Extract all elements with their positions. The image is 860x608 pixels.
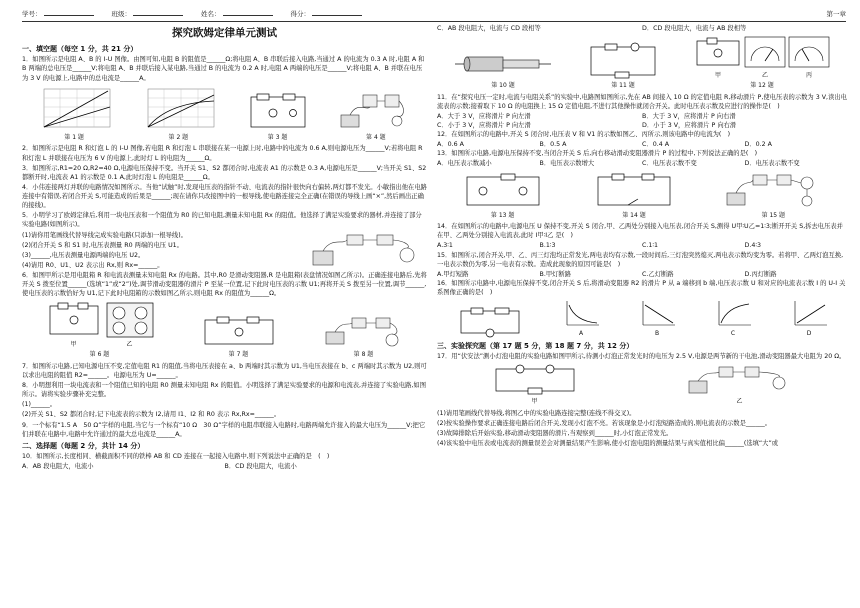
question-6: 6．如图甲所示是用电阻箱 R 和电流表测量未知电阻 Rx 的电路。其中,R0 是滑动变阻器,R 是电阻箱(表盘情况如图乙所示)。正确连接电路后,先将开关 S 拨至位置______(选填“1”或“2”)处,调节滑动变阻器的滑片 P 至某一位置,记下此时电压表的示数 U1;再将开关 S 拨至另一位置,调节______,使电压表的示数恰好为 U1,记下此时电阻箱的示数如图乙所示,则电阻 Rx 的阻值为______Ω。 (22, 272, 427, 298)
figure-13 (461, 171, 545, 221)
question-5-step-3: (3)______,电压表测量电源两端的电压 U2。 (22, 251, 145, 259)
question-16: 16．如图所示电路中,电源电压保持不变,闭合开关 S 后,将滑动变阻器 R2 的滑片 P 从 a 端移到 b 端,电压表示数 U 和对应的电流表示数 I 的 U-I 关系图像正确的是( ) (437, 279, 846, 297)
question-5-body (22, 231, 427, 272)
figures-q17 (437, 363, 847, 407)
question-13-options (437, 159, 847, 168)
option-a[interactable]: A.甲灯短路 (437, 270, 469, 278)
section-fill-in: 一、填空题（每空 1 分，共 21 分） (22, 45, 138, 54)
graph-option-b-label: B (654, 330, 660, 338)
option-b[interactable]: B．电压表示数增大 (539, 160, 595, 168)
question-10: 10．如图所示,长度相同、横截面积不同的铁棒 AB 和 CD 连接在一起接入电路中,则下列说法中正确的是 ( ) (22, 452, 330, 460)
circuit-photo-5 (307, 231, 427, 269)
option-d[interactable]: D.4∶3 (744, 242, 762, 250)
question-14-options (437, 241, 847, 250)
exam-title: 探究欧姆定律单元测试 (172, 27, 277, 39)
circuit-photo-8 (322, 314, 406, 350)
question-17-part-2: (2)按实验操作要求正确连接电路后闭合开关,发现小灯泡不亮。若该现象是小灯泡短路造成的,则电流表的示数是______。 (437, 419, 772, 427)
iron-rods-10 (453, 47, 553, 81)
question-3: 3．如图所示,R1=20 Ω,R2=40 Ω,电源电压保持不变。当开关 S1、S2 都闭合时,电流表 A1 的示数是 0.3 A,电源电压是______V;当开关 S1、S2 都断开时,电流表 A1 的示数是 0.1 A,此时灯泡 L 的电阻是______Ω。 (22, 164, 427, 181)
figure-6-b-label: 乙 (126, 341, 133, 349)
voltmeter-dial-12-c (787, 35, 831, 71)
figure-2 (138, 85, 218, 143)
figure-15-caption: 第 15 题 (761, 211, 786, 219)
figure-12-c-label: 丙 (805, 72, 812, 80)
question-2: 2．如图所示是电阻 R 和灯泡 L 的 I-U 图像,若电阻 R 和灯泡 L 串联接在某一电源上时,电路中的电流为 0.6 A,则电源电压为______V;若将电阻 R 和灯泡 L 并联接在电压为 6 V 的电源上,此时灯 L 的电阻为______Ω。 (22, 145, 423, 162)
resistance-box-6-b (104, 300, 156, 340)
section-choice: 二、选择题（每题 2 分，共计 14 分） (22, 441, 145, 450)
right-column (437, 24, 847, 604)
ui-graph-c (713, 299, 753, 329)
option-a[interactable]: A．0.6 A (437, 141, 464, 149)
question-1: 1．如图所示是电阻 A、B 的 I-U 图像。由图可知,电阻 B 的阻值是______Ω;将电阻 A、B 串联后接入电路,当通过 A 的电流为 0.3 A 时,电阻 A 和 B 两端的总电压是______V;将电阻 A、B 并联后接入某电路,当通过 B 的电流为 0.2 A 时,电阻 A 两端的电压是______V;将电阻 A、B 并联在电压为 3 V 的电源上,电路中的总电流是______A。 (22, 56, 425, 82)
question-11: 11．在“探究电压一定时,电流与电阻关系”的实验中,电路图如图所示,先在 AB 间接入 10 Ω 的定值电阻 R,移动滑片 P,使电压表的示数为 3 V,读出电流表的示数;接着取下 10 Ω 的电阻换上 15 Ω 定值电阻,不进行其他操作就闭合开关。此时电压表示数及应进行的操作是( ) (437, 93, 847, 110)
circuit-photo-15 (723, 171, 823, 211)
chapter-label: 第一章 (826, 9, 846, 18)
figure-8 (322, 314, 406, 360)
figure-14-caption: 第 14 题 (622, 211, 646, 219)
figure-12-caption: 第 12 题 (750, 81, 774, 89)
student-no-field: 学号： (22, 10, 94, 19)
option-c[interactable]: C.1∶1 (642, 242, 659, 250)
figures-q6-q8 (22, 300, 427, 359)
circuit-16 (455, 305, 525, 339)
ui-graph-d (789, 299, 829, 329)
figure-12 (693, 35, 831, 90)
figure-6-a (44, 300, 104, 350)
figure-10-caption: 第 10 题 (491, 81, 515, 89)
graph-option-c-label: C (730, 330, 736, 338)
question-14: 14．在如图所示的电路中,电源电压 U 保持不变,开关 S 闭合,甲、乙两处分别接入电压表,闭合开关 S,测得 U甲∶U乙=1∶3;断开开关 S,拆去电压表并在甲、乙两处分别接入电流表,此时 I甲∶I乙 是( ) (437, 223, 843, 240)
option-d[interactable]: D．0.2 A (744, 141, 772, 149)
circuit-11 (585, 41, 661, 81)
question-12: 12．在如图所示的电路中,开关 S 闭合时,电压表 V 和 V1 的示数如图乙、丙所示,则该电路中的电流为( ) (437, 131, 731, 138)
option-b[interactable]: B.甲灯断路 (539, 270, 572, 278)
graph-option-d[interactable] (789, 299, 829, 339)
figure-1-caption: 第 1 题 (64, 133, 84, 141)
figure-12-a-label: 甲 (714, 72, 721, 80)
option-c[interactable]: C．AB 段电阻大，电流与 CD 段相等 (437, 25, 541, 32)
figure-4 (337, 91, 415, 143)
option-c[interactable]: C．小于 3 V，应将滑片 P 向左滑 (437, 121, 531, 129)
figure-6-a-label: 甲 (70, 341, 77, 349)
question-10-options-ab (22, 462, 427, 471)
circuit-7 (199, 314, 279, 350)
figure-7 (199, 314, 279, 360)
name-field: 姓名： (201, 10, 273, 19)
graph-option-b[interactable] (637, 299, 677, 339)
figure-6-caption: 第 6 题 (89, 351, 110, 359)
figure-6 (44, 300, 156, 359)
question-10-options-cd (437, 24, 847, 33)
graph-option-d-label: D (806, 330, 812, 338)
figure-11-caption: 第 11 题 (611, 81, 635, 89)
figure-10 (453, 47, 553, 91)
circuit-17-a (490, 363, 580, 397)
iu-graph-1 (34, 85, 114, 133)
circuit-13 (461, 171, 545, 211)
question-15-options (437, 270, 847, 279)
header-bar (22, 8, 846, 22)
figure-17-a-label: 甲 (531, 398, 538, 406)
ui-graph-a (561, 299, 601, 329)
question-7: 7．如图所示电路,已知电源电压不变,定值电阻 R1 的阻值,当将电压表接在 a、b 两端时其示数为 U1,当电压表接在 b、c 两端时其示数为 U2,则可以求出电阻的阻值 R2=______。电源电压为 U=______。 (22, 362, 427, 379)
question-11-options (437, 112, 847, 130)
circuit-12-a (693, 35, 743, 71)
figure-3-caption: 第 3 题 (267, 133, 288, 141)
left-column (22, 24, 427, 604)
figure-12-a (693, 35, 743, 81)
question-4: 4．小伟连接两灯并联的电路情况如图所示。当他“试触”时,发现电压表的指针不动、电流表的指针很快向右偏转,两灯都不发光。小敏指出他在电路连接中有错误,若闭合开关 S,可能造成的后果是______;现在请你只改接图中的一根导线,使电路连接完全正确(在错误的导线上画“×”,然后画出正确的接线)。 (22, 183, 427, 210)
option-b[interactable]: B．CD 段电阻大，电流小 (224, 463, 297, 471)
option-c[interactable]: C．0.4 A (642, 141, 670, 149)
question-8-step-2: (2)开关 S1、S2 都闭合时,记下电流表的示数为 I2,请用 I1、I2 和 R0 表示 Rx,Rx=______。 (22, 411, 281, 419)
option-d[interactable]: D.丙灯断路 (744, 270, 777, 278)
option-a[interactable]: A．电压表示数减小 (437, 160, 492, 168)
question-17-part-4: (4)该实验中电压表或电流表的测量误差会对测量结果产生影响,使小灯泡电阻的测量结果与真实值相比偏______(选填“大”或 (437, 440, 779, 448)
question-8: 8．小明想利用一块电流表和一个阻值已知的电阻 R0 测量未知电阻 Rx 的阻值。小明选择了满足实验要求的电源和电流表,并连接了实验电路,如图所示。请将实验步骤补充完整。 (22, 382, 427, 399)
figures-q10-q12 (437, 35, 847, 90)
option-a[interactable]: A．AB 段电阻大，电流小 (22, 463, 94, 471)
figure-12-b-label: 乙 (761, 72, 768, 80)
option-c[interactable]: C.乙灯断路 (642, 270, 674, 278)
iu-graph-2 (138, 85, 218, 133)
question-9: 9．一个标有“1.5 A 50 Ω”字样的电阻,当它与一个标有“10 Ω 30 Ω”字样的电阻串联接入电路时,电路两端允许接入的最大电压为______V;把它们并联在电路中,电路中允许通过的最大总电流是______A。 (22, 421, 426, 438)
figure-8-caption: 第 8 题 (353, 351, 374, 359)
question-5-step-2: (2)闭合开关 S 和 S1 时,电压表测量 R0 两端的电压 U1。 (22, 241, 183, 249)
figure-14 (592, 171, 676, 221)
question-17-part-3: (3)故障排除后开始实验,移动滑动变阻器的滑片,当观察到______时,小灯泡正常发光。 (437, 430, 673, 438)
circuit-photo-17-b (685, 363, 795, 397)
section-experiment: 三、实验探究题（第 17 题 5 分，第 18 题 7 分，共 12 分） (437, 341, 634, 350)
question-12-options (437, 140, 847, 149)
graph-option-a[interactable] (561, 299, 601, 339)
question-17: 17．用“伏安法”测小灯泡电阻的实验电路如图甲所示,待测小灯泡正常发光时的电压为 2.5 V,电源是两节新的干电池,滑动变阻器最大电阻为 20 Ω。 (437, 353, 846, 361)
option-a[interactable]: A.3∶1 (437, 242, 453, 250)
figure-12-b (743, 35, 787, 81)
figure-3 (243, 91, 313, 143)
question-5-step-1: (1)请你用笔画线代替导线完成实验电路(只添加一根导线)。 (22, 231, 187, 239)
option-b[interactable]: B．大于 3 V，应将滑片 P 向右滑 (642, 112, 736, 120)
figures-q13-q15 (437, 171, 847, 221)
question-8-step-1: (1)______。 (22, 401, 57, 409)
option-a[interactable]: A．大于 3 V，应将滑片 P 向左滑 (437, 112, 531, 120)
circuit-6-a (44, 300, 104, 340)
option-d[interactable]: D．小于 3 V，应将滑片 P 向右滑 (642, 121, 737, 129)
graph-option-c[interactable] (713, 299, 753, 339)
ui-graph-b (637, 299, 677, 329)
figures-q1-q4 (22, 85, 427, 143)
figure-7-caption: 第 7 题 (228, 351, 249, 359)
option-d[interactable]: D．电压表示数不变 (744, 160, 800, 168)
circuit-photo-4 (337, 91, 415, 133)
voltmeter-dial-12-b (743, 35, 787, 71)
question-13: 13．如图所示电路,电源电压保持不变,当闭合开关 S 后,向右移动滑动变阻器滑片 P 的过程中,下列说法正确的是( ) (437, 150, 758, 158)
question-5: 5．小明学习了欧姆定律后,利用一块电压表和一个阻值为 R0 的已知电阻,测量未知电阻 Rx 的阻值。他选择了满足实验要求的器材,并连接了部分实验电路(如图所示)。 (22, 212, 422, 229)
circuit-3 (243, 91, 313, 133)
option-c[interactable]: C．电压表示数不变 (642, 160, 697, 168)
figure-2-caption: 第 2 题 (168, 133, 189, 141)
question-17-part-1: (1)请用笔画线代替导线,将图乙中的实验电路连接完整(连线不得交叉)。 (437, 409, 636, 417)
figures-q16 (437, 299, 847, 339)
figure-6-b (104, 300, 156, 350)
figure-4-caption: 第 4 题 (366, 133, 386, 141)
graph-option-a-label: A (578, 330, 584, 338)
figure-1 (34, 85, 114, 143)
figure-17-a (490, 363, 580, 407)
question-15: 15．如图所示,闭合开关,甲、乙、丙三灯泡均正常发光,两电表均有示数,一段时间后,三灯泡突然熄灭,两电表示数均变为零。若将甲、乙两灯泡互换,一电表示数仍为零,另一电表有示数。造成此现象的原因可能是( ) (437, 251, 844, 268)
option-b[interactable]: B.1∶3 (539, 242, 556, 250)
question-5-step-4: (4)请用 R0、U1、U2 表示出 Rx,则 Rx=______。 (22, 261, 164, 269)
figure-11 (585, 41, 661, 91)
figure-12-c (787, 35, 831, 81)
figure-15 (723, 171, 823, 221)
score-field: 得分： (291, 10, 363, 19)
figure-13-caption: 第 13 题 (490, 211, 515, 219)
option-d[interactable]: D．CD 段电阻大，电流与 AB 段相等 (642, 25, 747, 32)
class-field: 班级： (112, 10, 184, 19)
figure-17-b (685, 363, 795, 407)
circuit-14 (592, 171, 676, 211)
figure-17-b-label: 乙 (736, 398, 743, 406)
option-b[interactable]: B．0.5 A (539, 141, 567, 149)
